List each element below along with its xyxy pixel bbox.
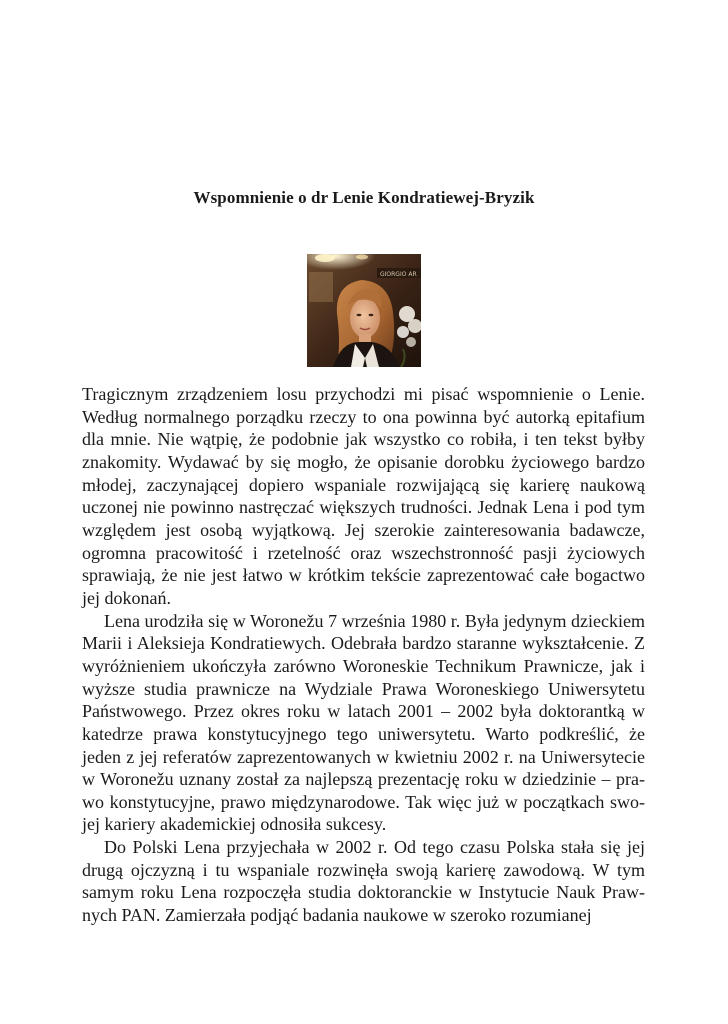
paragraph: Lena urodziła się w Woronežu 7 września 1980 r. Była jedynym dzieckiem Marii i Aleksieja Kondratiewych. Odebrała bardzo staranne wykształcenie. Z wyróżnieniem ukończyła zarówno Woroneskie Technikum Prawnicze, jak i wyższe studia prawnicze na Wydziale Prawa Woroneskiego Uniwersytetu Państwowego. Przez okres roku w latach 2001 – 2002 była doktorantką w katedrze prawa konstytucyjnego tego uniwersytetu. Warto podkreślić, że jeden z jej referatów zaprezentowanych w kwietniu 2002 r. na Uniwersytecie w Woronežu uznany został za najlepszą prezentację roku w dziedzinie – prawo konstytucyjne, prawo międzynarodowe. Tak więc już w początkach swojej kariery akademickiej odnosiła sukcesy. bbox=[82, 610, 645, 835]
paragraph: Do Polski Lena przyjechała w 2002 r. Od tego czasu Polska stała się jej drugą ojczyzną i tu wspaniale rozwinęła swoją karierę zawodową. W tym samym roku Lena rozpoczęła studia doktoranckie w Instytucie Nauk Prawnych PAN. Zamierzała podjąć badania naukowe w szeroko rozumianej bbox=[82, 837, 645, 926]
paragraph: Tragicznym zrządzeniem losu przychodzi mi pisać wspomnienie o Lenie. Według normalnego porządku rzeczy to ona powinna być autorką epitafium dla mnie. Nie wątpię, że podobnie jak wszystko co robiła, i ten tekst byłby znakomity. Wydawać by się mogło, że opisanie dorobku życiowego bardzo młodej, zaczynającej dopiero wspaniale rozwijającą się karierę naukową uczonej nie powinno nastręczać większych trudności. Jednak Lena i pod tym względem jest osobą wyjątkową. Jej szerokie zainteresowania badawcze, ogromna pracowitość i rzetelność oraz wszechstronność pasji życiowych sprawiają, że nie jest łatwo w krótkim tekście zaprezentować całe bogactwo jej dokonań. bbox=[82, 384, 645, 608]
page-title: Wspomnienie o dr Lenie Kondratiewej-Bryzik bbox=[193, 188, 535, 207]
portrait-photo bbox=[307, 254, 421, 367]
shop-sign-text: GIORGIO AR bbox=[380, 271, 417, 278]
article-body bbox=[82, 383, 645, 927]
